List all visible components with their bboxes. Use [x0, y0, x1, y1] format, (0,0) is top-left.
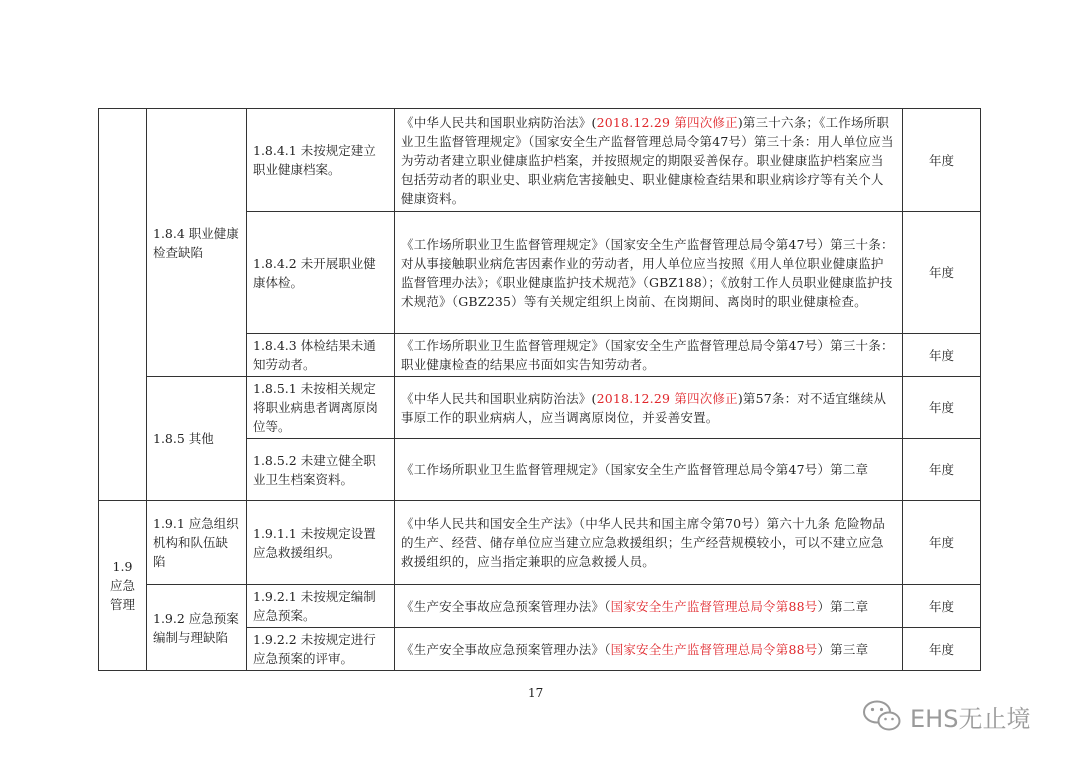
basis-text: 《中华人民共和国安全生产法》（中华人民共和国主席令第70号）第六十九条 危险物品的生产、经营、储存单位应当建立应急救援组织；生产经营规模较小，可以不建立应急救援组织的，应当指定兼职的应急救援人员。 — [401, 516, 886, 569]
basis-text: 《工作场所职业卫生监督管理规定》（国家安全生产监督管理总局令第47号）第三十条：对从事接触职业病危害因素作业的劳动者，用人单位应当按照《用人单位职业健康监护监督管理办法》；《职业健康监护技术规范》（GBZ188）；《放射工作人员职业健康监护技术规范》（GBZ235）等有关规定组织上岗前、在岗期间、离岗时的职业健康检查。 — [401, 236, 894, 309]
frequency-cell: 年度 — [903, 439, 981, 501]
frequency-cell: 年度 — [903, 212, 981, 334]
basis-text: 《生产安全事故应急预案管理办法》（ — [401, 641, 611, 657]
level2-cell: 1.9.2 应急预案编制与理缺陷 — [147, 585, 247, 671]
level2-cell: 1.9.1 应急组织机构和队伍缺陷 — [147, 501, 247, 585]
frequency-cell: 年度 — [903, 628, 981, 671]
level1-cell: 1.9 应急管理 — [99, 501, 147, 671]
item-cell: 1.9.1.1 未按规定设置应急救援组织。 — [247, 501, 395, 585]
basis-text: 《工作场所职业卫生监督管理规定》（国家安全生产监督管理总局令第47号）第三十条：职业健康检查的结果应书面如实告知劳动者。 — [401, 338, 894, 372]
basis-cell — [395, 334, 903, 377]
basis-cell — [395, 501, 903, 585]
table-row — [99, 501, 981, 585]
frequency-cell: 年度 — [903, 377, 981, 439]
frequency-cell: 年度 — [903, 585, 981, 628]
highlighted-text: 国家安全生产监督管理总局令第88号 — [610, 641, 818, 657]
highlighted-text: 2018.12.29 第四次修正 — [596, 390, 738, 406]
item-cell: 1.9.2.2 未按规定进行应急预案的评审。 — [247, 628, 395, 671]
basis-text: 《生产安全事故应急预案管理办法》（ — [401, 598, 611, 614]
basis-cell — [395, 628, 903, 671]
highlighted-text: 国家安全生产监督管理总局令第88号 — [610, 598, 818, 614]
page-number: 17 — [528, 686, 544, 700]
item-cell: 1.8.5.1 未按相关规定将职业病患者调离原岗位等。 — [247, 377, 395, 439]
item-cell: 1.8.4.2 未开展职业健康体检。 — [247, 212, 395, 334]
table-row — [99, 585, 981, 628]
frequency-cell: 年度 — [903, 501, 981, 585]
basis-cell — [395, 377, 903, 439]
basis-text: 《工作场所职业卫生监督管理规定》（国家安全生产监督管理总局令第47号）第二章 — [401, 462, 869, 477]
item-cell: 1.8.4.3 体检结果未通知劳动者。 — [247, 334, 395, 377]
basis-cell — [395, 439, 903, 501]
basis-cell — [395, 109, 903, 212]
watermark-text: EHS无止境 — [910, 704, 1031, 733]
item-cell: 1.8.5.2 未建立健全职业卫生档案资料。 — [247, 439, 395, 501]
basis-text: )第57条：对不适宜继续从事原工作的职业病病人，应当调离原岗位，并妥善安置。 — [401, 390, 887, 425]
level2-cell: 1.8.4 职业健康检查缺陷 — [147, 109, 247, 377]
level1-cell-empty — [99, 109, 147, 501]
highlighted-text: 2018.12.29 第四次修正 — [596, 114, 738, 130]
basis-text: ）第二章 — [817, 598, 869, 614]
level2-cell: 1.8.5 其他 — [147, 377, 247, 501]
item-cell: 1.8.4.1 未按规定建立职业健康档案。 — [247, 109, 395, 212]
regulation-table — [98, 108, 981, 671]
basis-cell — [395, 212, 903, 334]
basis-text: 《中华人民共和国职业病防治法》( — [401, 114, 597, 130]
frequency-cell: 年度 — [903, 334, 981, 377]
wechat-icon — [862, 699, 902, 733]
item-cell: 1.9.2.1 未按规定编制应急预案。 — [247, 585, 395, 628]
basis-text: ）第三章 — [817, 641, 869, 657]
table-row — [99, 109, 981, 212]
basis-text: 《中华人民共和国职业病防治法》( — [401, 390, 597, 406]
basis-text: )第三十六条；《工作场所职业卫生监督管理规定》（国家安全生产监督管理总局令第47号）第三十条：用人单位应当为劳动者建立职业健康监护档案，并按照规定的期限妥善保存。职业健康监护档案应当包括劳动者的职业史、职业病危害接触史、职业健康检查结果和职业病诊疗等有关个人健康资料。 — [401, 114, 894, 206]
frequency-cell: 年度 — [903, 109, 981, 212]
watermark — [862, 698, 1030, 734]
table-row — [99, 377, 981, 439]
basis-cell — [395, 585, 903, 628]
